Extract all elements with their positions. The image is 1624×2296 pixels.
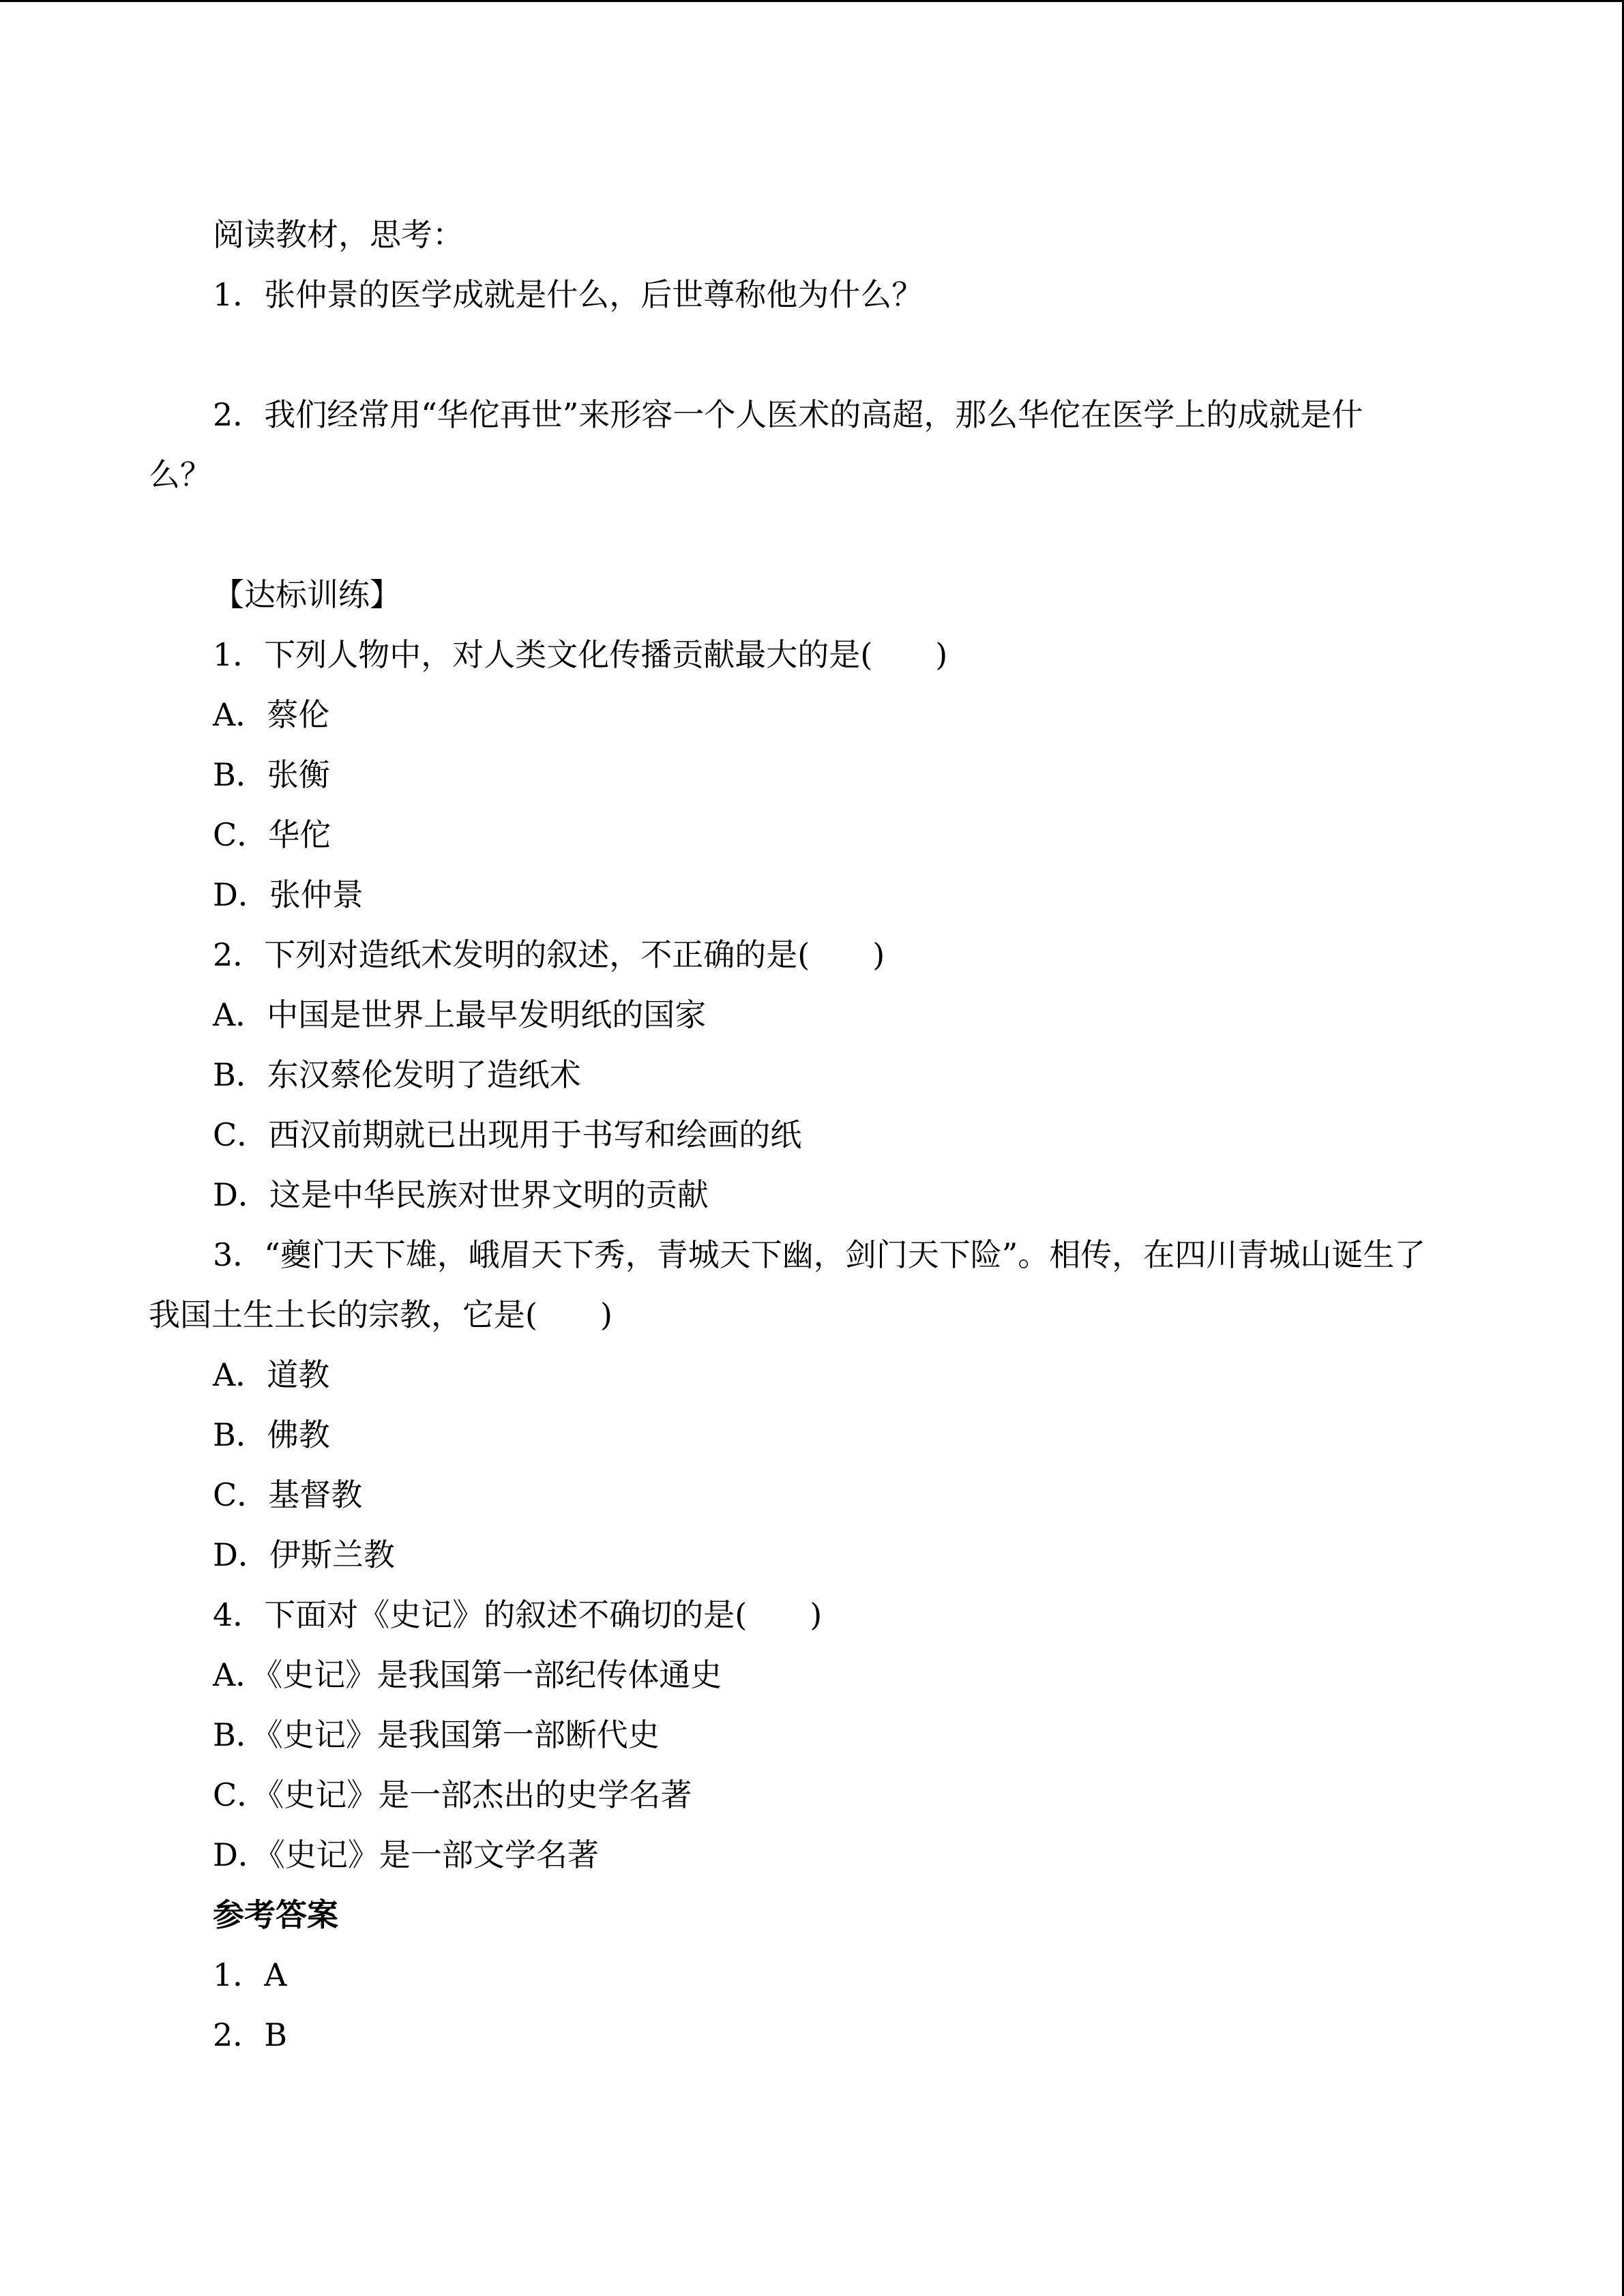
question-2-option-b: B．东汉蔡伦发明了造纸术 xyxy=(213,1056,581,1093)
think-question-1: 1．张仲景的医学成就是什么，后世尊称他为什么？ xyxy=(213,276,924,313)
question-4-stem: 4．下面对《史记》的叙述不确切的是( ) xyxy=(213,1596,823,1633)
question-3-stem-line-1: 3．“夔门天下雄，峨眉天下秀，青城天下幽，剑门天下险”。相传，在四川青城山诞生了 xyxy=(213,1236,1426,1273)
think-question-2-line-2: 么？ xyxy=(149,456,211,493)
answer-item-2: 2．B xyxy=(213,2016,288,2053)
question-3-option-a: A．道教 xyxy=(213,1356,330,1393)
question-2-option-d: D．这是中华民族对世界文明的贡献 xyxy=(213,1176,709,1213)
question-4-option-a: A．《史记》是我国第一部纪传体通史 xyxy=(213,1656,722,1693)
question-2-option-a: A．中国是世界上最早发明纸的国家 xyxy=(213,996,707,1033)
question-1-option-b: B．张衡 xyxy=(213,756,330,793)
question-2-stem: 2．下列对造纸术发明的叙述，不正确的是( ) xyxy=(213,936,885,973)
answers-heading: 参考答案 xyxy=(213,1896,338,1933)
answer-item-1: 1．A xyxy=(213,1956,287,1993)
question-1-option-c: C．华佗 xyxy=(213,816,331,853)
question-4-option-b: B．《史记》是我国第一部断代史 xyxy=(213,1716,660,1753)
question-3-option-c: C．基督教 xyxy=(213,1476,363,1513)
reading-prompt: 阅读教材，思考： xyxy=(213,216,464,253)
question-3-option-d: D．伊斯兰教 xyxy=(213,1536,395,1573)
question-4-option-c: C．《史记》是一部杰出的史学名著 xyxy=(213,1776,692,1813)
document-page xyxy=(149,205,1479,2065)
question-3-stem-line-2: 我国土生土长的宗教，它是( ) xyxy=(149,1296,612,1333)
question-4-option-d: D．《史记》是一部文学名著 xyxy=(213,1836,599,1873)
page-top-border xyxy=(0,0,1624,2)
training-heading: 【达标训练】 xyxy=(213,576,401,613)
spacer xyxy=(149,505,1479,565)
question-2-option-c: C．西汉前期就已出现用于书写和绘画的纸 xyxy=(213,1116,802,1153)
question-3-option-b: B．佛教 xyxy=(213,1416,330,1453)
spacer xyxy=(149,325,1479,385)
think-question-2-line-1: 2．我们经常用“华佗再世”来形容一个人医术的高超，那么华佗在医学上的成就是什 xyxy=(213,396,1363,433)
question-1-option-a: A．蔡伦 xyxy=(213,696,330,733)
question-1-option-d: D．张仲景 xyxy=(213,876,364,913)
question-1-stem: 1．下列人物中，对人类文化传播贡献最大的是( ) xyxy=(213,636,948,673)
